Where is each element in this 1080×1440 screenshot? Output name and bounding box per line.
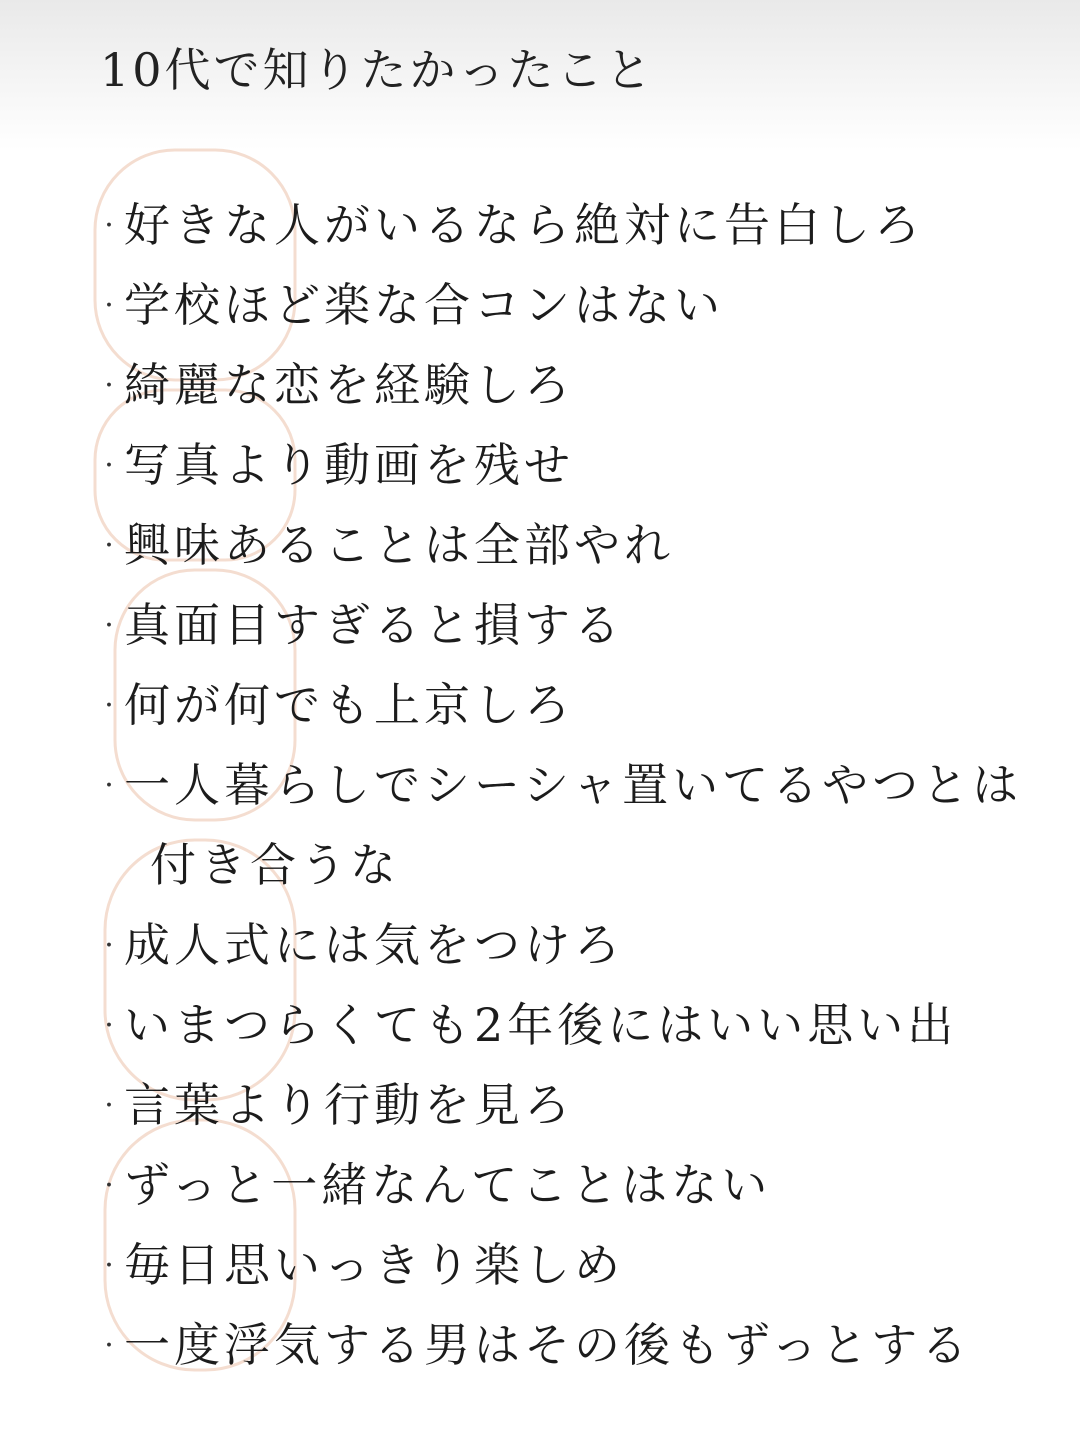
list-item <box>98 1235 624 1296</box>
list-item <box>98 995 957 1056</box>
list-item <box>98 1315 971 1376</box>
list-item-continuation <box>150 835 400 895</box>
list-item <box>98 675 574 736</box>
list-item <box>98 755 1022 816</box>
bullet: · <box>104 928 118 963</box>
list-item-text: 学校ほど楽な合コンはない <box>124 278 724 332</box>
bullet: · <box>104 768 118 803</box>
list-item-text: 何が何でも上京しろ <box>124 678 574 732</box>
list-item <box>98 435 574 496</box>
list-item-text: 写真より動画を残せ <box>124 438 574 492</box>
list-item <box>98 195 924 256</box>
bullet: · <box>104 208 118 243</box>
bullet: · <box>104 1168 118 1203</box>
bullet: · <box>104 688 118 723</box>
list-item-text: 毎日思いっきり楽しめ <box>124 1238 624 1292</box>
list-item-text: 一度浮気する男はその後もずっとする <box>124 1318 972 1372</box>
bullet: · <box>104 288 118 323</box>
bullet: · <box>104 1008 118 1043</box>
list-item <box>98 1075 574 1136</box>
list-item-text: いまつらくても2年後にはいい思い出 <box>124 998 958 1052</box>
list-item-text: 興味あることは全部やれ <box>124 518 674 572</box>
list-item-text: 真面目すぎると損する <box>124 598 624 652</box>
list-item-text: 一人暮らしでシーシャ置いてるやつとは <box>124 758 1023 812</box>
bullet: · <box>104 1248 118 1283</box>
bullet: · <box>104 1328 118 1363</box>
bullet: · <box>104 1088 118 1123</box>
page-title: 10代で知りたかったこと <box>100 43 655 97</box>
list-item-text: 言葉より行動を見ろ <box>124 1078 574 1132</box>
list-item <box>98 915 624 976</box>
bullet: · <box>104 448 118 483</box>
list-item <box>98 1155 771 1216</box>
bullet: · <box>104 368 118 403</box>
list-item-text: 好きな人がいるなら絶対に告白しろ <box>124 198 924 252</box>
list-item <box>98 355 574 416</box>
list-item-text: 成人式には気をつけろ <box>124 918 624 972</box>
list-item <box>98 595 624 656</box>
list-item-text: ずっと一緒なんてことはない <box>124 1158 772 1212</box>
list-item-text: 付き合うな <box>150 838 400 892</box>
list-item <box>98 515 674 576</box>
bullet: · <box>104 608 118 643</box>
bullet: · <box>104 528 118 563</box>
list-item-text: 綺麗な恋を経験しろ <box>124 358 574 412</box>
list-item <box>98 275 724 336</box>
